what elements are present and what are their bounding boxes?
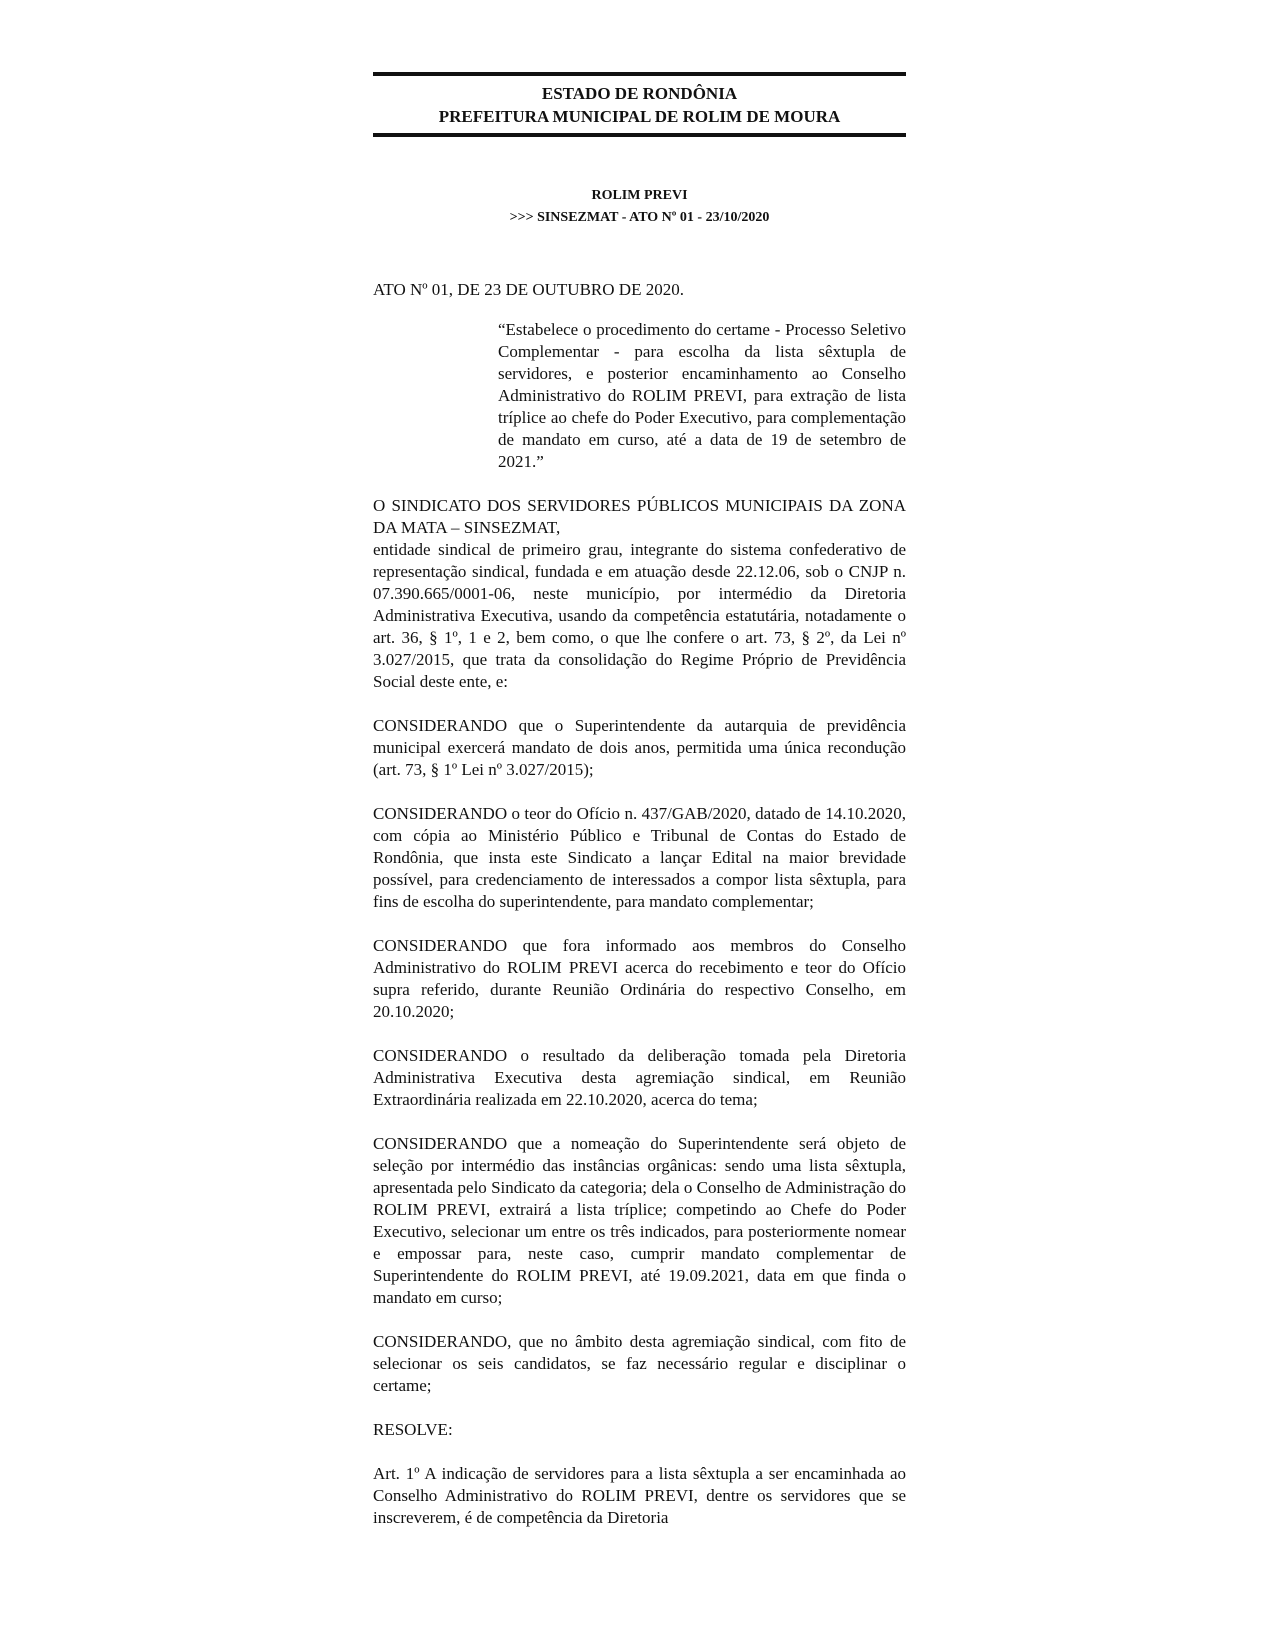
header-bottom-rule [373, 133, 906, 137]
entity-paragraph [373, 495, 906, 693]
entity-name: O SINDICATO DOS SERVIDORES PÚBLICOS MUNICIPAIS DA ZONA DA MATA – SINSEZMAT, [373, 496, 906, 537]
ato-title: ATO Nº 01, DE 23 DE OUTUBRO DE 2020. [373, 280, 684, 299]
subheader-line-1: ROLIM PREVI [591, 188, 688, 203]
considerando-paragraph-5: CONSIDERANDO que a nomeação do Superintendente será objeto de seleção por intermédio das instâncias orgânicas: sendo uma lista sêxtupla, apresentada pelo Sindicato da categoria; dela o Conselho de Administração do ROLIM PREVI, extrairá a lista tríplice; competindo ao Chefe do Poder Executivo, selecionar um entre os três indicados, para posteriormente nomear e empossar para, neste caso, cumprir mandato complementar de Superintendente do ROLIM PREVI, até 19.09.2021, data em que finda o mandato em curso; [373, 1134, 906, 1307]
considerando-paragraph-2: CONSIDERANDO o teor do Ofício n. 437/GAB/2020, datado de 14.10.2020, com cópia ao Ministério Público e Tribunal de Contas do Estado de Rondônia, que insta este Sindicato a lançar Edital na maior brevidade possível, para credenciamento de interessados a compor lista sêxtupla, para fins de escolha do superintendente, para mandato complementar; [373, 804, 906, 911]
subheader-line-2: >>> SINSEZMAT - ATO Nº 01 - 23/10/2020 [509, 210, 770, 225]
document-header [373, 76, 906, 133]
entity-description: entidade sindical de primeiro grau, integrante do sistema confederativo de representação sindical, fundada e em atuação desde 22.12.06, sob o CNJP n. 07.390.665/0001-06, neste município, por intermédio da Diretoria Administrativa Executiva, usando da competência estatutária, notadamente o art. 36, § 1º, 1 e 2, bem como, o que lhe confere o art. 73, § 2º, da Lei nº 3.027/2015, que trata da consolidação do Regime Próprio de Previdência Social deste ente, e: [373, 540, 906, 691]
resolve-heading: RESOLVE: [373, 1420, 453, 1439]
prefeitura-name: PREFEITURA MUNICIPAL DE ROLIM DE MOURA [438, 107, 841, 126]
state-name: ESTADO DE RONDÔNIA [541, 84, 738, 103]
article-1: Art. 1º A indicação de servidores para a lista sêxtupla a ser encaminhada ao Conselho Administrativo do ROLIM PREVI, dentre os servidores que se inscreverem, é de competência da Diretoria [373, 1464, 906, 1527]
considerando-paragraph-6: CONSIDERANDO, que no âmbito desta agremiação sindical, com fito de selecionar os seis candidatos, se faz necessário regular e disciplinar o certame; [373, 1332, 906, 1395]
considerando-paragraph-3: CONSIDERANDO que fora informado aos membros do Conselho Administrativo do ROLIM PREVI acerca do recebimento e teor do Ofício supra referido, durante Reunião Ordinária do respectivo Conselho, em 20.10.2020; [373, 936, 906, 1021]
considerando-paragraph-4: CONSIDERANDO o resultado da deliberação tomada pela Diretoria Administrativa Executiva desta agremiação sindical, em Reunião Extraordinária realizada em 22.10.2020, acerca do tema; [373, 1046, 906, 1109]
document-page [373, 72, 906, 1529]
considerando-paragraph-1: CONSIDERANDO que o Superintendente da autarquia de previdência municipal exercerá mandato de dois anos, permitida uma única recondução (art. 73, § 1º Lei nº 3.027/2015); [373, 716, 906, 779]
ementa: “Estabelece o procedimento do certame - Processo Seletivo Complementar - para escolha da lista sêxtupla de servidores, e posterior encaminhamento ao Conselho Administrativo do ROLIM PREVI, para extração de lista tríplice ao chefe do Poder Executivo, para complementação de mandato em curso, até a data de 19 de setembro de 2021.” [498, 320, 906, 471]
document-subheader [373, 185, 906, 229]
